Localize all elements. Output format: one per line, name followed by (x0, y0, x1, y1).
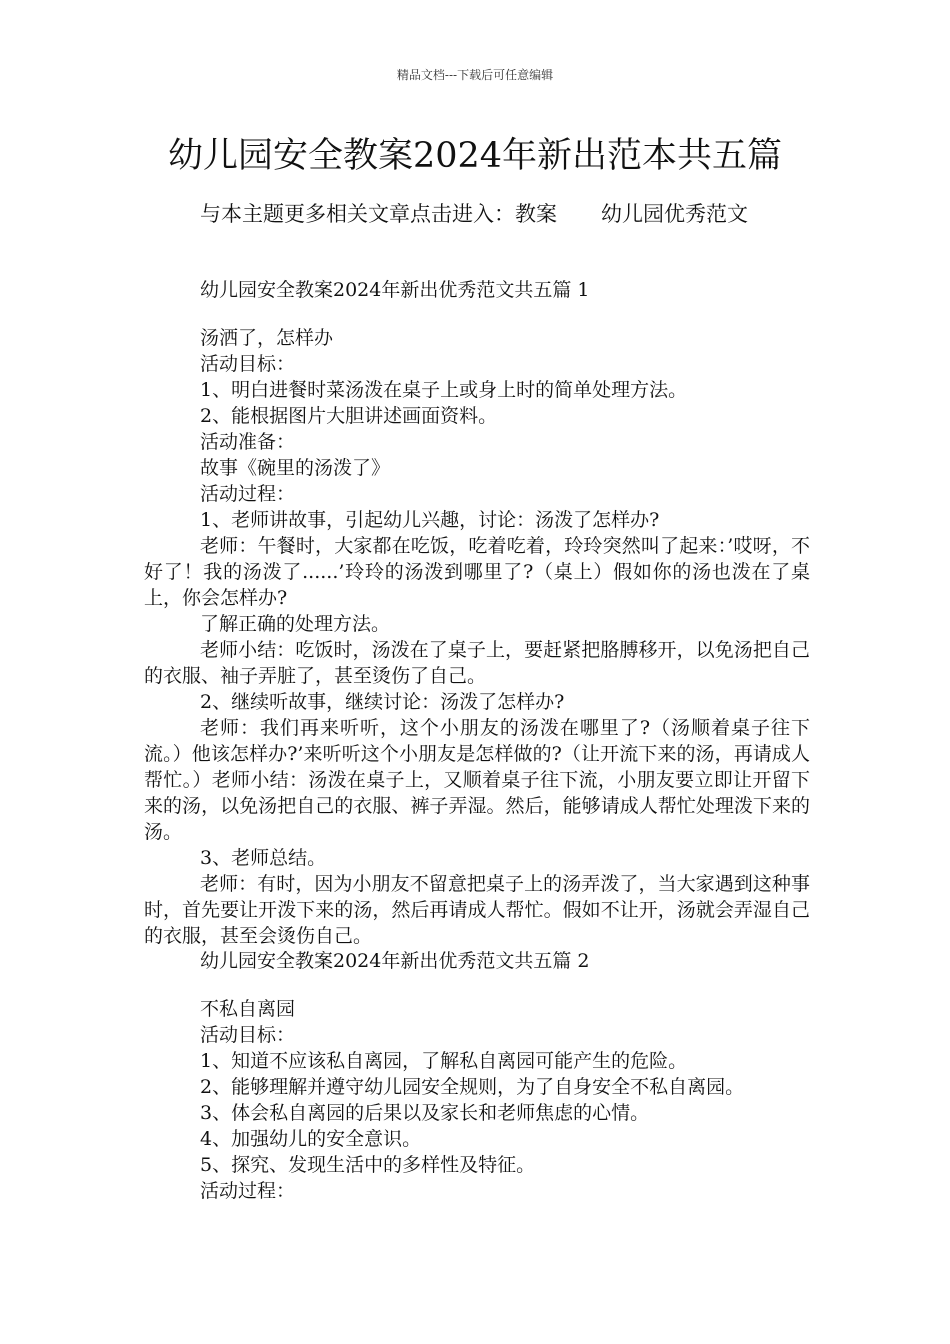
page-header: 精品文档---下载后可任意编辑 (396, 68, 554, 82)
body-paragraph: 3、老师总结。 (200, 847, 327, 869)
body-line: 活动过程： (200, 483, 296, 505)
related-link-fanwen[interactable]: 幼儿园优秀范文 (601, 202, 748, 226)
body-line: 2、能根据图片大胆讲述画面资料。 (200, 405, 498, 427)
related-links (200, 198, 748, 228)
body-paragraph: 了解正确的处理方法。 (200, 613, 391, 635)
body-paragraph: 4、加强幼儿的安全意识。 (200, 1128, 422, 1150)
body-line: 故事《碗里的汤泼了》 (200, 457, 391, 479)
related-prefix: 与本主题更多相关文章点击进入： (200, 202, 515, 226)
section-heading-2: 幼儿园安全教案2024年新出优秀范文共五篇 2 (200, 950, 590, 972)
body-paragraph: 老师：午餐时，大家都在吃饭，吃着吃着，玲玲突然叫了起来：’哎呀，不好了！我的汤泼了......’玲玲的汤泼到哪里了?（桌上）假如你的汤也泼在了桌上，你会怎样办? (144, 535, 810, 609)
body-line: 不私自离园 (200, 998, 296, 1020)
body-paragraph: 老师小结：吃饭时，汤泼在了桌子上，要赶紧把胳膊移开，以免汤把自己的衣服、袖子弄脏了，甚至烫伤了自己。 (144, 639, 810, 687)
body-line: 活动目标： (200, 1024, 296, 1046)
body-line: 1、明白进餐时菜汤泼在桌子上或身上时的简单处理方法。 (200, 379, 688, 401)
section-heading-1: 幼儿园安全教案2024年新出优秀范文共五篇 1 (200, 279, 590, 301)
section-body-2 (144, 996, 810, 1204)
body-line: 1、老师讲故事，引起幼儿兴趣，讨论：汤泼了怎样办? (200, 509, 660, 531)
body-line: 汤洒了，怎样办 (200, 327, 334, 349)
section-body-1 (144, 325, 810, 949)
body-line: 1、知道不应该私自离园，了解私自离园可能产生的危险。 (200, 1050, 688, 1072)
body-paragraph: 5、探究、发现生活中的多样性及特征。 (200, 1154, 536, 1176)
body-paragraph: 3、体会私自离园的后果以及家长和老师焦虑的心情。 (200, 1102, 650, 1124)
body-paragraph: 2、能够理解并遵守幼儿园安全规则，为了自身安全不私自离园。 (200, 1076, 745, 1098)
document-title: 幼儿园安全教案2024年新出范本共五篇 (167, 136, 783, 176)
body-paragraph: 2、继续听故事，继续讨论：汤泼了怎样办? (200, 691, 565, 713)
related-link-jiaoan[interactable]: 教案 (515, 202, 557, 226)
body-line: 活动准备： (200, 431, 296, 453)
body-paragraph: 老师：有时，因为小朋友不留意把桌子上的汤弄泼了，当大家遇到这种事时，首先要让开泼下来的汤，然后再请成人帮忙。假如不让开，汤就会弄湿自己的衣服，甚至会烫伤自己。 (144, 873, 810, 947)
body-paragraph: 老师：我们再来听听，这个小朋友的汤泼在哪里了?（汤顺着桌子往下流。）他该怎样办?’来听听这个小朋友是怎样做的?（让开流下来的汤，再请成人帮忙。）老师小结：汤泼在桌子上，又顺着桌子往下流，小朋友要立即让开留下来的汤，以免汤把自己的衣服、裤子弄湿。然后，能够请成人帮忙处理泼下来的汤。 (144, 717, 810, 843)
body-line: 活动目标： (200, 353, 296, 375)
body-line: 活动过程： (200, 1180, 296, 1202)
